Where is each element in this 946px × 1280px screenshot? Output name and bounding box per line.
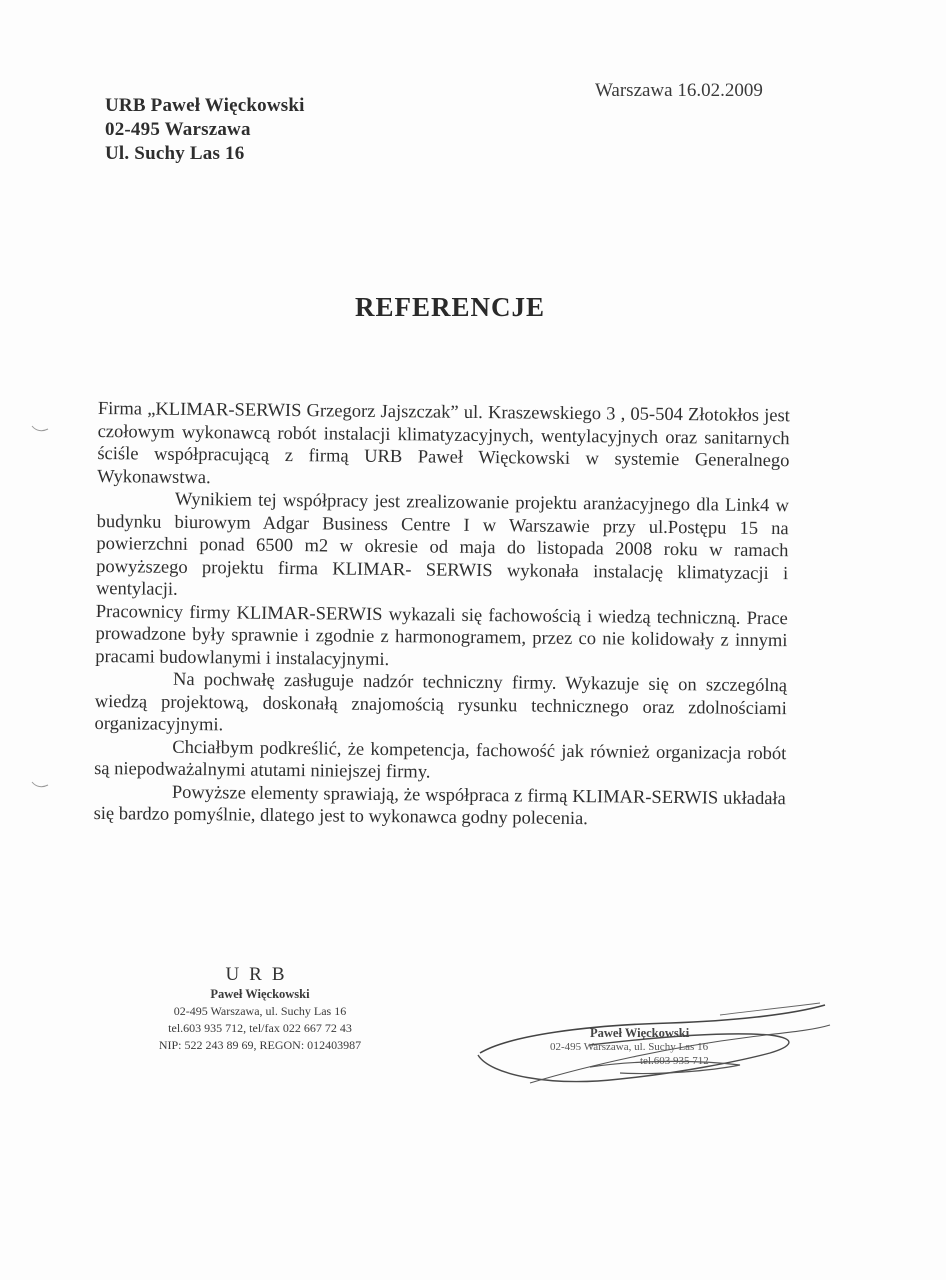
document-title: REFERENCJE: [354, 292, 546, 322]
paragraph-1: Firma „KLIMAR-SERWIS Grzegorz Jajszczak” ul. Kraszewskiego 3 , 05-504 Złotokłos jest czołowym wykonawcą robót instalacji klimatyzacyjnych, wentylacyjnych oraz sanitarnych ściśle współpracującą z firmą URB Paweł Więckowski w systemie Generalnego Wykonawstwa.: [97, 398, 790, 488]
paragraph-5: Chciałbym podkreślić, że kompetencja, fachowość jak również organizacja robót są niepodważalnymi atutami niniejszej firmy.: [94, 737, 787, 783]
signature-stamp-name: Paweł Więckowski: [590, 1026, 690, 1040]
sender-name: URB Paweł Więckowski: [105, 95, 305, 116]
sender-address: [105, 94, 305, 166]
signature-stamp-phone: tel.603 935 712: [640, 1055, 709, 1067]
handwritten-signature: [470, 995, 840, 1095]
paragraph-2: Wynikiem tej współpracy jest zrealizowanie projektu aranżacyjnego dla Link4 w budynku biurowym Adgar Business Centre I w Warszawie przy ul.Postępu 15 na powierzchni ponad 6500 m2 w okresie od maja do listopada 2008 roku w ramach powyższego projektu firma KLIMAR- SERWIS wykonała instalację klimatyzacji i wentylacji.: [95, 489, 790, 600]
stamp-ids: NIP: 522 243 89 69, REGON: 012403987: [158, 1038, 362, 1052]
paragraph-3: Pracownicy firmy KLIMAR-SERWIS wykazali się fachowością i wiedzą techniczną. Prace prowadzone były sprawnie i zgodnie z harmonogramem, przez co nie kolidowały z innymi pracami budowlanymi i instalacyjnymi.: [95, 601, 788, 670]
margin-mark-bottom: [30, 780, 50, 790]
paragraph-4: Na pochwałę zasługuje nadzór techniczny firmy. Wykazuje się on szczególną wiedzą projektową, doskonałą znajomością rysunku technicznego oraz zdolnościami organizacyjnymi.: [94, 669, 788, 736]
letter-date: Warszawa 16.02.2009: [595, 80, 763, 101]
signature-stamp-address: 02-495 Warszawa, ul. Suchy Las 16: [550, 1041, 709, 1053]
sender-street: Ul. Suchy Las 16: [105, 143, 245, 164]
stamp-phones: tel.603 935 712, tel/fax 022 667 72 43: [168, 1021, 352, 1035]
stamp-name: Paweł Więckowski: [210, 987, 310, 1001]
stamp-address: 02-495 Warszawa, ul. Suchy Las 16: [173, 1004, 347, 1018]
sender-postal: 02-495 Warszawa: [105, 119, 251, 140]
margin-mark-top: [30, 424, 50, 434]
letter-body: [94, 398, 790, 833]
company-stamp: [130, 964, 390, 1054]
stamp-logo: URB: [225, 964, 295, 985]
paragraph-6: Powyższe elementy sprawiają, że współpraca z firmą KLIMAR-SERWIS układała się bardzo pomyślnie, dlatego jest to wykonawca godny polecenia.: [93, 782, 786, 830]
